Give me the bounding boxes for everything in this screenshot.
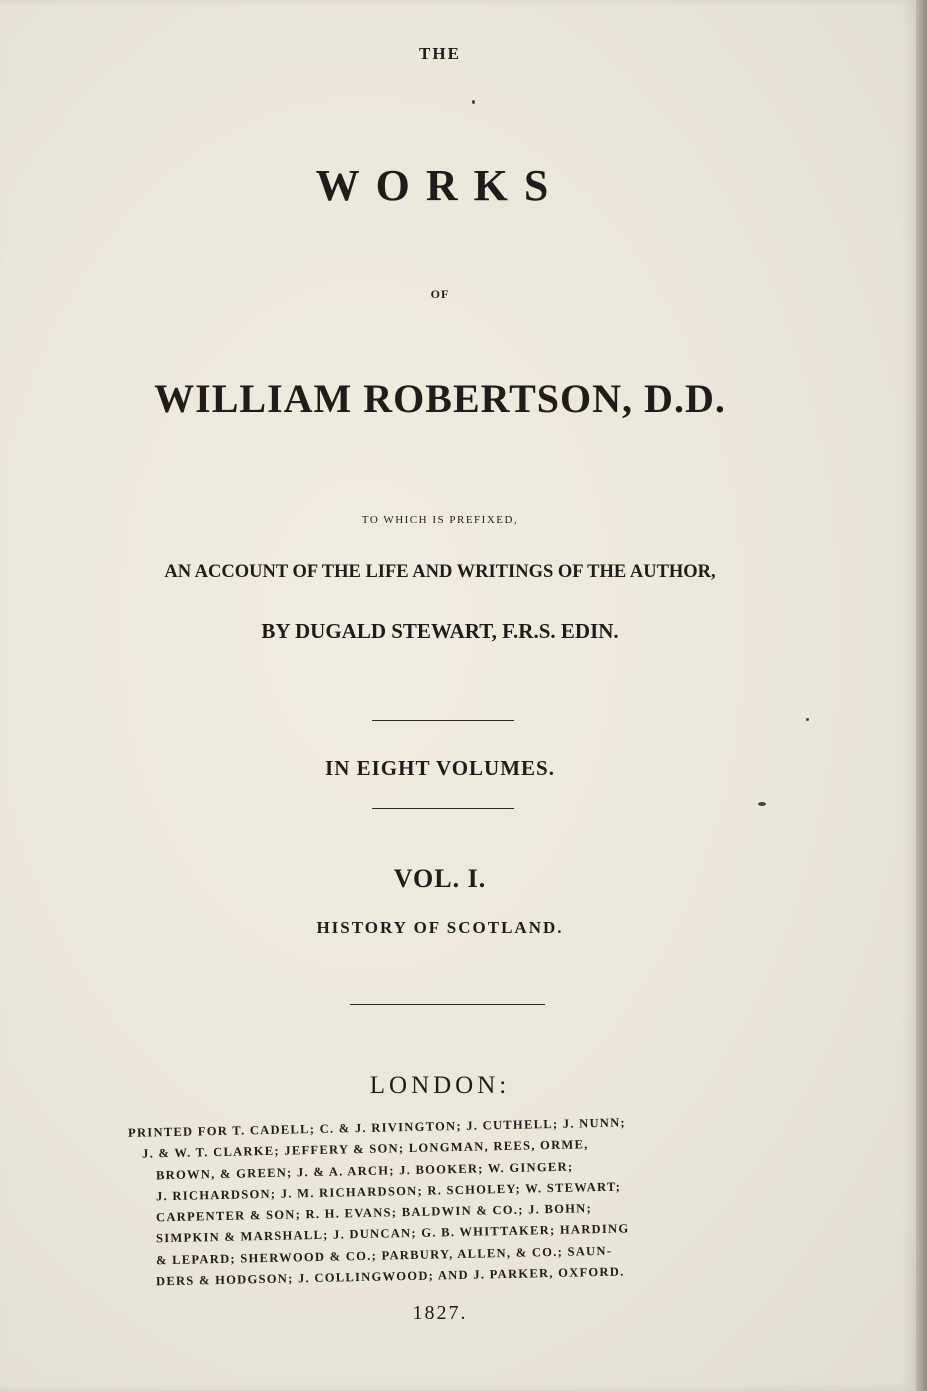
page-edge (916, 0, 927, 1391)
printers-line: J. & W. T. CLARKE; JEFFERY & SON; LONGMAN, REES, ORME, (141, 1137, 589, 1161)
divider-rule (350, 1004, 545, 1005)
volumes-line: IN EIGHT VOLUMES. (325, 756, 555, 780)
printers-list (127, 1115, 788, 1289)
account-line: AN ACCOUNT OF THE LIFE AND WRITINGS OF THE AUTHOR, (164, 562, 716, 582)
prefixed-note: TO WHICH IS PREFIXED, (361, 514, 519, 526)
imprint-city: LONDON: (369, 1072, 511, 1099)
divider-rule (372, 808, 514, 809)
title-the: THE (419, 44, 461, 63)
printers-line: J. RICHARDSON; J. M. RICHARDSON; R. SCHOLEY; W. STEWART; (155, 1179, 622, 1204)
printers-line: & LEPARD; SHERWOOD & CO.; PARBURY, ALLEN, & CO.; SAUN- (155, 1243, 613, 1268)
volume-number: VOL. I. (393, 864, 487, 893)
title-of: OF (430, 287, 450, 301)
printers-line: PRINTED FOR T. CADELL; C. & J. RIVINGTON; J. CUTHELL; J. NUNN; (127, 1115, 627, 1140)
by-line: BY DUGALD STEWART, F.R.S. EDIN. (261, 619, 619, 643)
printers-line: SIMPKIN & MARSHALL; J. DUNCAN; G. B. WHITTAKER; HARDING (155, 1221, 630, 1246)
printers-line: CARPENTER & SON; R. H. EVANS; BALDWIN & CO.; J. BOHN; (155, 1201, 593, 1225)
paper-speck (806, 718, 809, 721)
printers-line: BROWN, & GREEN; J. & A. ARCH; J. BOOKER; W. GINGER; (155, 1159, 574, 1182)
publication-year: 1827. (412, 1302, 468, 1324)
volume-subject: HISTORY OF SCOTLAND. (316, 918, 564, 937)
paper-speck (472, 100, 475, 104)
title-works: WORKS (315, 161, 565, 210)
author-name: WILLIAM ROBERTSON, D.D. (154, 376, 726, 421)
printers-line: DERS & HODGSON; J. COLLINGWOOD; AND J. PARKER, OXFORD. (155, 1264, 625, 1289)
paper-speck (758, 802, 766, 806)
divider-rule (372, 720, 514, 721)
